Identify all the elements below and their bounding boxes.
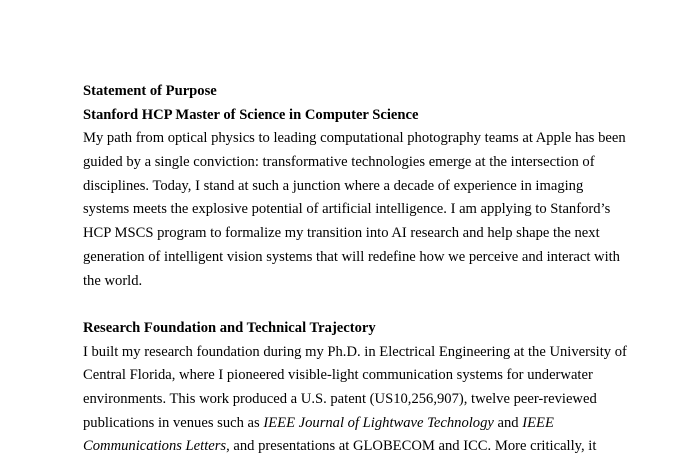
journal-title-part: Communications Letters xyxy=(83,438,227,455)
journal-title-part: IEEE xyxy=(522,414,554,431)
paragraph-line xyxy=(83,412,603,436)
line-text: and xyxy=(493,414,523,431)
line-text: , and presentations at GLOBECOM and ICC. More critically, it xyxy=(226,438,597,455)
paragraph-line xyxy=(83,435,603,459)
paragraph-line: environments. This work produced a U.S. patent (US10,256,907), twelve peer-reviewed xyxy=(83,390,597,407)
paragraph-line: disciplines. Today, I stand at such a junction where a decade of experience in imaging xyxy=(83,177,584,194)
paragraph-line: HCP MSCS program to formalize my transition into AI research and help shape the next xyxy=(83,225,600,242)
paragraph-line: the world. xyxy=(83,272,143,289)
journal-title: IEEE Journal of Lightwave Technology xyxy=(263,414,494,431)
section-heading: Research Foundation and Technical Trajectory xyxy=(83,319,376,336)
paragraph-line: I built my research foundation during my Ph.D. in Electrical Engineering at the University of xyxy=(83,343,627,360)
line-text: publications in venues such as xyxy=(83,414,264,431)
paragraph-line: generation of intelligent vision systems that will redefine how we perceive and interact with xyxy=(83,248,620,265)
paragraph-spacer xyxy=(83,293,603,317)
paragraph-line: Central Florida, where I pioneered visible-light communication systems for underwater xyxy=(83,367,593,384)
paragraph-line: My path from optical physics to leading computational photography teams at Apple has been xyxy=(83,130,626,147)
document-subtitle: Stanford HCP Master of Science in Computer Science xyxy=(83,106,419,123)
intro-paragraph xyxy=(83,127,626,293)
document-page xyxy=(83,80,627,459)
paragraph-line: systems meets the explosive potential of artificial intelligence. I am applying to Stanford’s xyxy=(83,201,611,218)
document-title: Statement of Purpose xyxy=(83,83,217,99)
paragraph-line: guided by a single conviction: transformative technologies emerge at the intersection of xyxy=(83,154,595,171)
research-paragraph xyxy=(83,341,627,459)
